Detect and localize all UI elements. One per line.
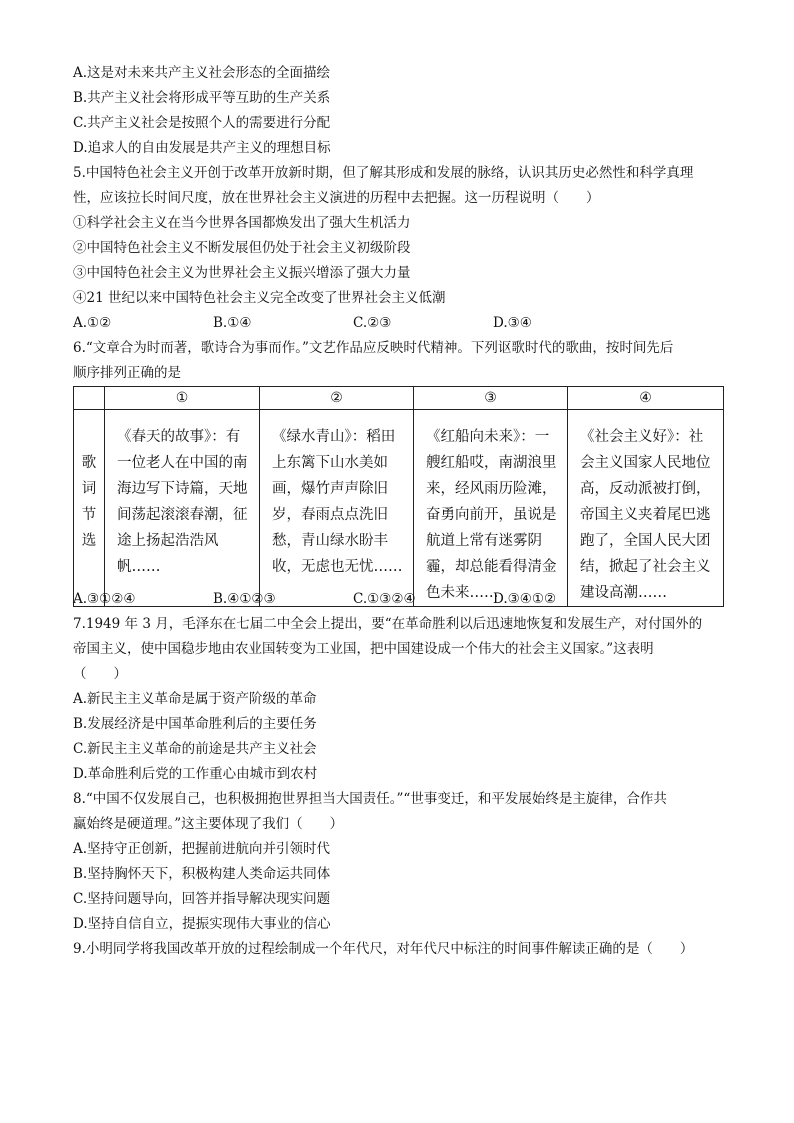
q7-stem-line2: 帝国主义，使中国稳步地由农业国转变为工业国，把中国建设成一个伟大的社会主义国家。”这表明 [73, 641, 654, 657]
q6-option-a: A.③①②④ [73, 591, 136, 607]
q7-option-d: D.革命胜利后党的工作重心由城市到农村 [73, 766, 318, 782]
lyric-cell-1: 《春天的故事》：有一位老人在中国的南海边写下诗篇，天地间荡起滚滚春潮，征途上扬起浩浩风帆…… [117, 429, 248, 575]
q9-stem-line1: 9.小明同学将我国改革开放的过程绘制成一个年代尺，对年代尺中标注的时间事件解读正确的是（ ） [73, 941, 694, 957]
q5-option-d: D.③④ [493, 315, 532, 331]
lyric-cell-2: 《绿水青山》：稻田上东篱下山水美如画，爆竹声声除旧岁，春雨点点洗旧愁，青山绿水盼丰收，无虑也无忧…… [272, 429, 403, 575]
q5-option-a: A.①② [73, 315, 112, 331]
lyric-cell-3: 《红船向未来》：一艘红船哎，南湖浪里来，经风雨历险滩，奋勇向前开，虽说是航道上常有迷雾阴霾，却总能看得清金色未来…… [426, 429, 557, 601]
q6-option-b: B.④①②③ [213, 591, 276, 607]
q7-stem-line1: 7.1949 年 3 月，毛泽东在七届二中全会上提出，要“在革命胜利以后迅速地恢复和发展生产，对付国外的 [73, 616, 703, 632]
q5-statement-4: ④21 世纪以来中国特色社会主义完全改变了世界社会主义低潮 [73, 290, 446, 306]
q8-option-d: D.坚持自信自立，提振实现伟大事业的信心 [73, 916, 331, 932]
q5-stem-line2: 性，应该拉长时间尺度，放在世界社会主义演进的历程中去把握。这一历程说明（ ） [73, 190, 600, 206]
q6-option-d: D.③④①② [493, 591, 557, 607]
q5-option-c: C.②③ [353, 315, 392, 331]
table-header-blank [74, 387, 105, 410]
table-header-col4: ④ [568, 387, 724, 410]
q6-stem-line2: 顺序排列正确的是 [73, 365, 181, 381]
q5-statement-3: ③中国特色社会主义为世界社会主义振兴增添了强大力量 [73, 265, 411, 281]
q7-stem-line3: （ ） [73, 666, 127, 682]
q8-stem-line2: 赢始终是硬道理。”这主要体现了我们（ ） [73, 816, 344, 832]
lyric-cell-4: 《社会主义好》：社会主义国家人民地位高，反动派被打倒，帝国主义夹着尾巴逃跑了，全国人民大团结，掀起了社会主义建设高潮…… [580, 429, 711, 601]
q5-stem-line1: 5.中国特色社会主义开创于改革开放新时期，但了解其形成和发展的脉络，认识其历史必然性和科学真理 [73, 165, 694, 181]
q7-option-b: B.发展经济是中国革命胜利后的主要任务 [73, 716, 317, 732]
q4-option-a: A.这是对未来共产主义社会形态的全面描绘 [73, 65, 331, 81]
table-row [74, 410, 724, 607]
table-header-row [74, 387, 724, 410]
q8-option-c: C.坚持问题导向，回答并指导解决现实问题 [73, 891, 331, 907]
table-header-col3: ③ [414, 387, 568, 410]
q4-option-d: D.追求人的自由发展是共产主义的理想目标 [73, 140, 331, 156]
row-label: 歌词节选 [81, 455, 97, 549]
q5-statement-2: ②中国特色社会主义不断发展但仍处于社会主义初级阶段 [73, 240, 411, 256]
q7-option-a: A.新民主主义革命是属于资产阶级的革命 [73, 691, 317, 707]
q8-option-a: A.坚持守正创新，把握前进航向并引领时代 [73, 841, 331, 857]
q6-stem-line1: 6.“文章合为时而著，歌诗合为事而作。”文艺作品应反映时代精神。下列讴歌时代的歌曲，按时间先后 [73, 340, 674, 356]
q6-option-c: C.①③②④ [353, 591, 416, 607]
table-header-col1: ① [105, 387, 260, 410]
q5-option-b: B.①④ [213, 315, 252, 331]
q4-option-c: C.共产主义社会是按照个人的需要进行分配 [73, 115, 331, 131]
q4-option-b: B.共产主义社会将形成平等互助的生产关系 [73, 90, 331, 106]
lyrics-table [73, 386, 724, 607]
q8-option-b: B.坚持胸怀天下，积极构建人类命运共同体 [73, 866, 331, 882]
q5-statement-1: ①科学社会主义在当今世界各国都焕发出了强大生机活力 [73, 215, 411, 231]
table-header-col2: ② [260, 387, 414, 410]
q8-stem-line1: 8.“中国不仅发展自己，也积极拥抱世界担当大国责任。”“世事变迁，和平发展始终是主旋律，合作共 [73, 791, 667, 807]
q7-option-c: C.新民主主义革命的前途是共产主义社会 [73, 741, 317, 757]
